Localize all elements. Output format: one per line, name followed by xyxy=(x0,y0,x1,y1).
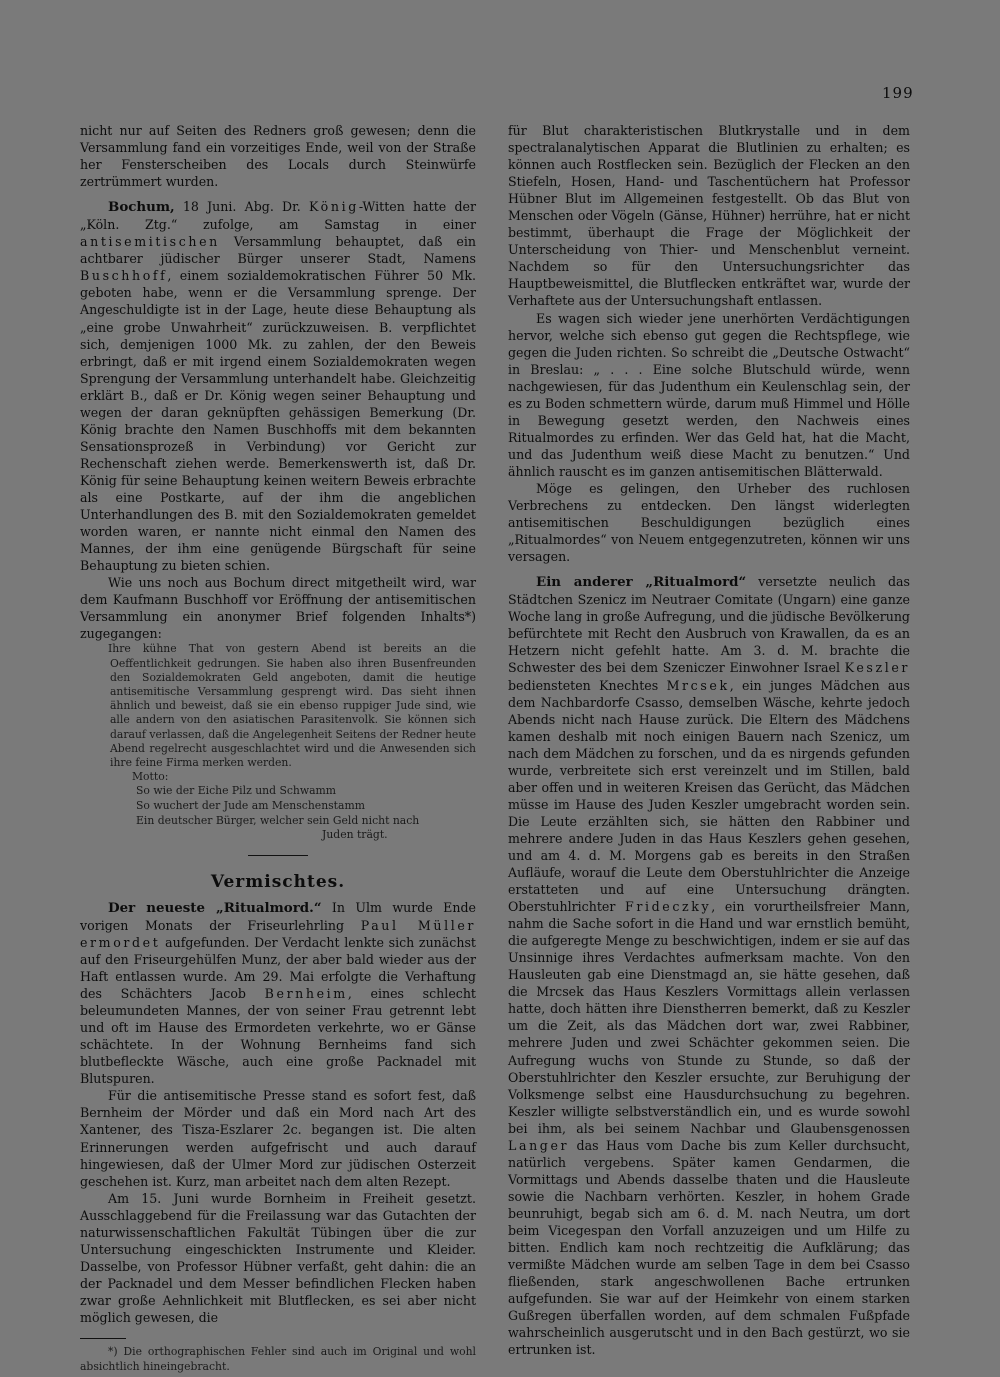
person-name-buschhoff: Buschhoff xyxy=(80,268,168,284)
person-name-keszler: Keszler xyxy=(844,660,910,676)
paragraph-closing: Möge es gelingen, den Urheber des ruchlosen Verbrechens zu entdecken. Den längst widerlegten antisemitischen Beschuldigungen bezüglich eines „Ritualmordes“ von Neuem entgegenzutreten, können wir uns versagen. xyxy=(508,480,910,565)
article-lead-ritualmord: Der neueste „Ritualmord.“ xyxy=(108,899,322,916)
text-run: 18 Juni. Abg. Dr. xyxy=(174,199,309,215)
paragraph-bochum-letter-intro: Wie uns noch aus Bochum direct mitgetheilt wird, war dem Kaufmann Buschhoff vor Eröffnung der antisemitischen Versammlung ein anonymer Brief folgenden Inhalts*) zugegangen: xyxy=(80,575,476,642)
paragraph-bochum xyxy=(80,198,476,574)
letter-signature: Ein deutscher Bürger, welcher sein Geld nicht nach xyxy=(136,813,420,827)
text-run: das Haus vom Dache bis zum Keller durchsucht, natürlich vergebens. Später kamen Gendarmen, die Vormittags und Abends dasselbe thaten und die Hausleute sowie die Nachbarn verhörten. Keszler, in hohem Grade beunruhigt, begab sich am 6. d. M. nach Neutra, um dort beim Vicegespan den Vorfall anzuzeigen und um Hilfe zu bitten. Endlich kam noch rechtzeitig die Aufklärung; das vermißte Mädchen wurde am selben Tage in dem bei Csasso fließenden, stark angeschwollenen Bache ertrunken aufgefunden. Sie war auf der Heimkehr von einem starken Gußregen überfallen worden, auf dem schmalen Fußpfade wahrscheinlich ausgerutscht und in den Bach gestürzt, wo sie ertrunken ist. xyxy=(508,1137,910,1358)
motto-verse-2: So wuchert der Jude am Menschenstamm xyxy=(136,799,365,813)
person-name-mrcsek: Mrcsek xyxy=(666,677,730,693)
text-run: Versammlung behauptet, daß ein achtbarer jüdischer Bürger unserer Stadt, Namens xyxy=(80,234,476,267)
right-column xyxy=(508,122,910,1358)
person-name-koenig: König xyxy=(309,199,359,215)
text-run: , ein junges Mädchen aus dem Nachbardorfe Csasso, demselben Wäsche, kehrte jedoch Abends nicht nach Hause zurück. Die Eltern des Mädchens kamen deshalb mit noch einigen Bauern nach Szenicz, um nach dem Mädchen zu forschen, und da es nirgends gefunden wurde, verbreitete sich erst vereinzelt und im Stillen, bald aber offen und in weiteren Kreisen das Gerücht, das Mädchen müsse im Hause des Juden Keszler umgebracht worden sein. Die Leute erzählten sich, sie hätten den Rabbiner und mehrere andere Juden in das Haus Keszlers gehen gesehen, und am 4. d. M. Morgens gab es bereits in den Straßen Aufläufe, worauf die Leute dem Oberstuhlrichter die Anzeige erstatteten und auf eine Untersuchung drängten. Oberstuhlrichter xyxy=(508,677,910,915)
quoted-letter: Ihre kühne That von gestern Abend ist bereits an die Oeffentlichkeit gedrungen. Sie haben also ihren Busenfreunden den Sozialdemokraten Geld angeboten, damit die heutige antisemitische Versammlung gesprengt wird. Das sieht ihnen ähnlich und beweist, daß sie ein ebenso ruppiger Jude sind, wie alle andern von den asiatischen Parasitenvolk. Sie können sich darauf verlassen, daß die Angelegenheit Seitens der Redner heute Abend regelrecht ausgeschlachtet wird und die Anwesenden sich ihre feine Firma merken werden. xyxy=(108,642,476,770)
text-run: -Witten hatte der „Köln. Ztg.“ zufolge, am Samstag in einer xyxy=(80,199,476,233)
person-name-langer: Langer xyxy=(508,1137,570,1153)
section-divider xyxy=(248,855,308,856)
left-column xyxy=(80,122,476,1374)
text-run: aufgefunden. Der Verdacht lenkte sich zunächst auf den Friseurgehülfen Munz, der aber bald wieder aus der Haft entlassen wurde. Am 29. Mai erfolgte die Verhaftung des Schächters Jacob xyxy=(80,934,476,1002)
footnote: *) Die orthographischen Fehler sind auch im Original und wohl absichtlich hineingebracht. xyxy=(80,1345,476,1373)
text-run: , ein vorurtheilsfreier Mann, nahm die Sache sofort in die Hand und war ernstlich bemüht, die aufgeregte Menge zu beschwichtigen, indem er sie auf das Unsinnige ihres Verdachtes aufmerksam machte. Von den Hausleuten gab eine Dienstmagd an, sie hätte gesehen, daß die Mrcsek das Haus Keszlers Vormittags allein verlassen hatte, doch hätten ihre Dienstherren bemerkt, daß zu Keszler um die Zeit, als das Mädchen dort war, zwei Rabbiner, mehrere Juden und zwei Schächter gekommen seien. Die Aufregung wuchs von Stunde zu Stunde, so daß der Oberstuhlrichter den Keszler ersuchte, zur Beruhigung der Volksmenge selbst eine Hausdurchsuchung zu begehren. Keszler willigte selbstverständlich ein, und es wurde sowohl bei ihm, als bei seinem Nachbar und Glaubensgenossen xyxy=(508,899,911,1136)
text-run: versetzte neulich das Städtchen Szenicz im Neutraer Comitate (Ungarn) eine ganze Woche lang in große Aufregung, und die jüdische Bevölkerung befürchtete mit Recht den Ausbruch von Krawallen, da es an Hetzern nicht gefehlt hatte. Am 3. d. M. brachte die Schwester des bei dem Szeniczer Einwohner Israel xyxy=(508,574,910,676)
section-title: Vermischtes. xyxy=(210,871,346,892)
motto-label: Motto: xyxy=(132,770,169,784)
paragraph-release: Am 15. Juni wurde Bornheim in Freiheit gesetzt. Ausschlaggebend für die Freilassung war das Gutachten der naturwissenschaftlichen Fakultät Tübingen über die zur Untersuchung eingeschickten Instrumente und Kleider. Dasselbe, von Professor Hübner verfaßt, geht dahin: die an der Packnadel und dem Messer befindlichen Flecken haben zwar große Aehnlichkeit mit Blutflecken, es sei aber nicht möglich gewesen, die xyxy=(80,1190,476,1325)
paragraph-szenicz xyxy=(508,573,910,1358)
article-lead-bochum: Bochum, xyxy=(108,199,175,216)
motto-verse-1: So wie der Eiche Pilz und Schwamm xyxy=(136,784,336,798)
page-number: 199 xyxy=(882,84,914,102)
text-run: bediensteten Knechtes xyxy=(508,677,667,693)
paragraph-press: Für die antisemitische Presse stand es sofort fest, daß Bernheim der Mörder und daß ein Mord nach Art des Xantener, des Tisza-Eszlarer 2c. begangen ist. Die alten Erinnerungen werden aufgefrischt und auch darauf hingewiesen, daß der Ulmer Mord zur jüdischen Osterzeit geschehen ist. Kurz, man arbeitet nach dem alten Rezept. xyxy=(80,1088,476,1189)
letter-signature-end: Juden trägt. xyxy=(322,828,388,842)
paragraph-continuation: nicht nur auf Seiten des Redners groß gewesen; denn die Versammlung fand ein vorzeitiges Ende, weil von der Straße her Fensterscheiben des Locals durch Steinwürfe zertrümmert wurden. xyxy=(80,123,476,190)
paragraph-suspicions: Es wagen sich wieder jene unerhörten Verdächtigungen hervor, welche sich ebenso gut gegen die Rechtspflege, wie gegen die Juden richten. So schreibt die „Deutsche Ostwacht“ in Breslau: „ . . . Eine solche Blutschuld würde, wenn nachgewiesen, für das Judenthum ein Keulenschlag sein, der es zu Boden schmettern würde, darum muß Himmel und Hölle in Bewegung gesetzt werden, den Nachweis eines Ritualmordes zu erfinden. Wer das Geld hat, hat die Macht, und das Judenthum weiß diese Macht zu benutzen.“ Und ähnlich rauscht es im ganzen antisemitischen Blätterwald. xyxy=(508,310,910,479)
paragraph-continuation-right: für Blut charakteristischen Blutkrystalle und in dem spectralanalytischen Apparat die Blutlinien zu erhalten; es können auch Rostflecken sein. Bezüglich der Flecken an den Stiefeln, Hosen, Hand- und Taschentüchern hat Professor Hübner Blut im Allgemeinen festgestellt. Ob das Blut von Menschen oder Vögeln (Gänse, Hühner) herrühre, hat er nicht bestimmt, überhaupt die Frage der Möglichkeit der Unterscheidung von Thier- und Menschenblut verneint. Nachdem so für den Untersuchungsrichter das Hauptbeweismittel, die Blutflecken entkräftet war, wurde der Verhaftete aus der Untersuchungshaft entlassen. xyxy=(508,123,910,309)
paragraph-ulm xyxy=(80,899,476,1088)
footnote-rule xyxy=(80,1338,126,1339)
text-run: , einem sozialdemokratischen Führer 50 Mk. geboten habe, wenn er die Versammlung sprenge. Der Angeschuldigte ist in der Lage, heute diese Behauptung als „eine grobe Unwahrheit“ zurückzuweisen. B. verpflichtet sich, demjenigen 1000 Mk. zu zahlen, der den Beweis erbringt, daß er mit irgend einem Sozialdemokraten wegen Sprengung der Versammlung unterhandelt habe. Gleichzeitig erklärt B., daß er Dr. König wegen seiner Behauptung und wegen der daran geknüpften gehässigen Bemerkung (Dr. König brachte den Namen Buschhoffs mit dem bekannten Sensationsprozeß in Verbindung) vor Gericht zur Rechenschaft ziehen werde. Bemerkenswerth ist, daß Dr. König für seine Behauptung keinen weitern Beweis erbrachte als eine Postkarte, auf der ihm die angeblichen Unterhandlungen des B. mit den Sozialdemokraten gemeldet worden waren, er nannte nicht einmal den Namen des Mannes, der ihm eine genügende Bürgschaft für seine Behauptung zu bieten schien. xyxy=(80,268,476,574)
person-name-bernheim: Bernheim xyxy=(264,986,348,1002)
person-name-mueller: Paul Müller ermordet xyxy=(80,917,476,950)
text-run: , eines schlecht beleumundeten Mannes, der von seiner Frau getrennt lebt und oft im Hause des Ermordeten verkehrte, wo er Gänse schächtete. In der Wohnung Bernheims fand sich blutbefleckte Wäsche, auch eine große Packnadel mit Blutspuren. xyxy=(80,986,476,1087)
text-run: In Ulm wurde Ende vorigen Monats der Friseurlehrling xyxy=(80,899,476,933)
person-name-frideczky: Frideczky xyxy=(625,899,712,915)
spaced-word-antisemitischen: antisemitischen xyxy=(80,234,220,250)
article-lead-anderer-ritualmord: Ein anderer „Ritualmord“ xyxy=(536,574,747,591)
